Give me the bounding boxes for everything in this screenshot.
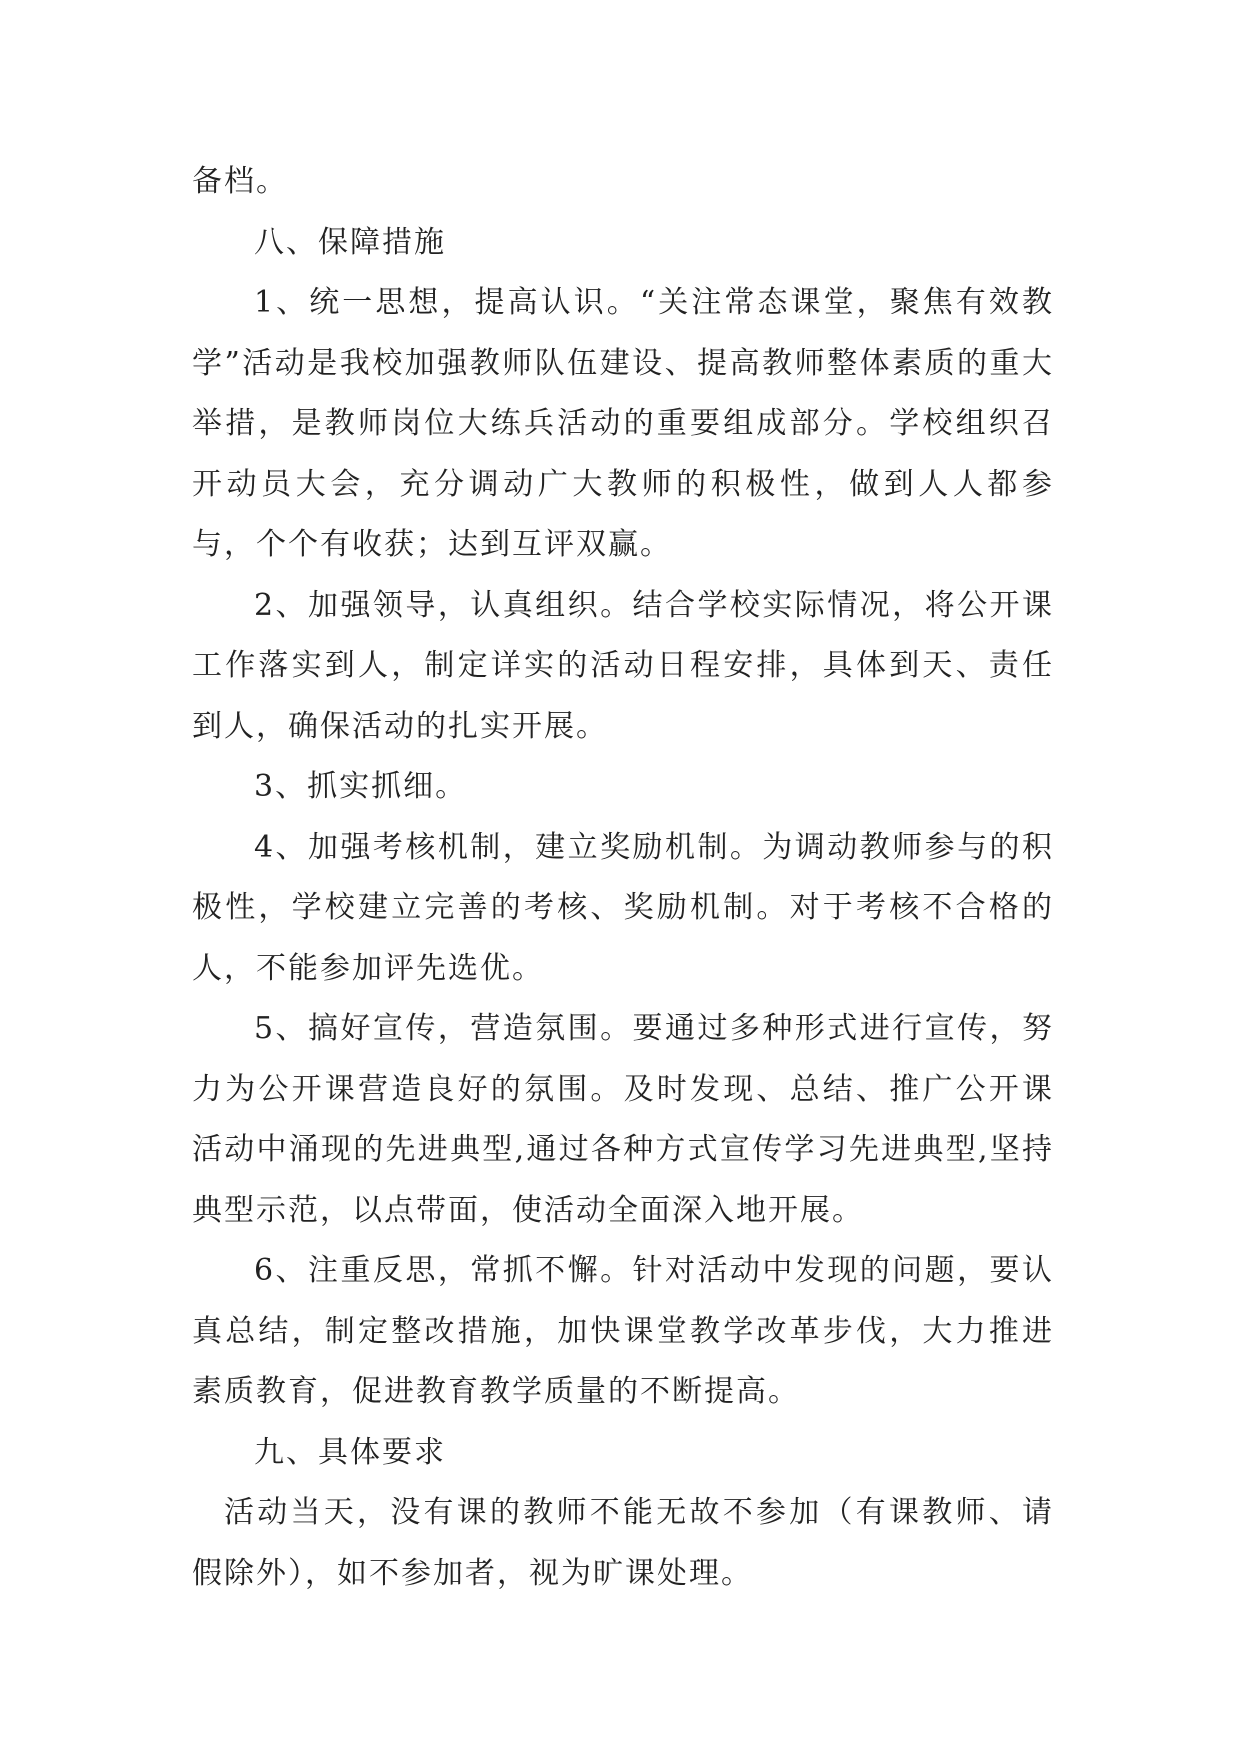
- section-heading-9: 九、具体要求: [254, 1434, 446, 1470]
- measure-item-2: 2、加强领导，认真组织。结合学校实际情况，将公开课工作落实到人，制定详实的活动日程安排，具体到天、责任到人，确保活动的扎实开展。: [192, 587, 1054, 744]
- measure-item-4: 4、加强考核机制，建立奖励机制。为调动教师参与的积极性，学校建立完善的考核、奖励机制。对于考核不合格的人，不能参加评先选优。: [192, 829, 1054, 986]
- section-heading-8: 八、保障措施: [254, 224, 446, 260]
- document-body: [192, 152, 1054, 1604]
- measure-item-6: 6、注重反思，常抓不懈。针对活动中发现的问题，要认真总结，制定整改措施，加快课堂教学改革步伐，大力推进素质教育，促进教育教学质量的不断提高。: [192, 1253, 1054, 1409]
- continued-paragraph: 备档。: [192, 164, 288, 199]
- measure-item-3: 3、抓实抓细。: [254, 769, 468, 804]
- measure-item-1: 1、统一思想，提高认识。“关注常态课堂，聚焦有效教学”活动是我校加强教师队伍建设、提高教师整体素质的重大举措，是教师岗位大练兵活动的重要组成部分。学校组织召开动员大会，充分调动广大教师的积极性，做到人人都参与，个个有收获；达到互评双赢。: [192, 285, 1054, 562]
- requirement-paragraph: 活动当天，没有课的教师不能无故不参加（有课教师、请假除外），如不参加者，视为旷课处理。: [192, 1495, 1054, 1591]
- measure-item-5: 5、搞好宣传，营造氛围。要通过多种形式进行宣传，努力为公开课营造良好的氛围。及时发现、总结、推广公开课活动中涌现的先进典型,通过各种方式宣传学习先进典型,坚持典型示范，以点带面，使活动全面深入地开展。: [192, 1011, 1054, 1228]
